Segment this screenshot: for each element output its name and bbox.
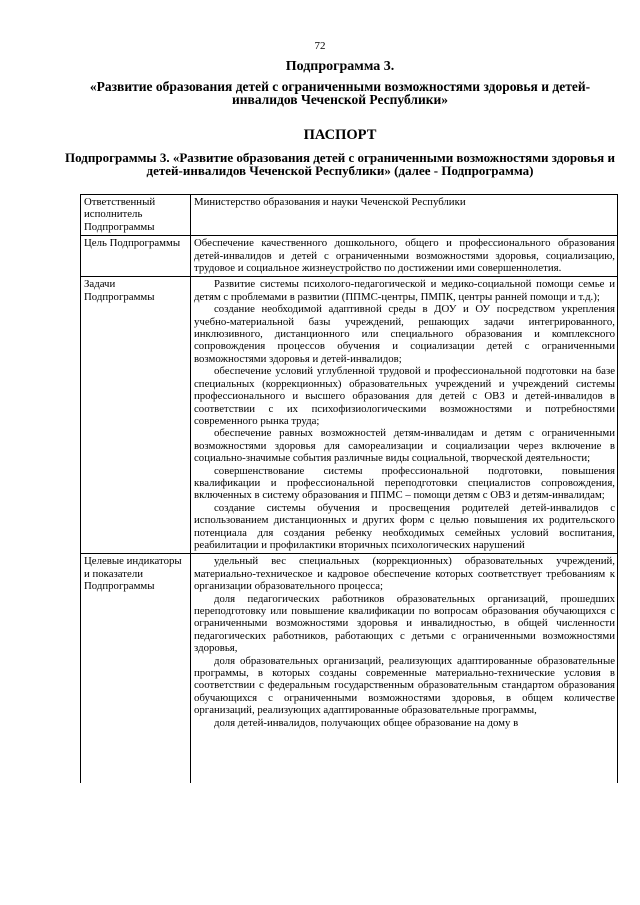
content-paragraph: Министерство образования и науки Чеченской Республики — [194, 196, 466, 208]
row-content-clip — [194, 555, 615, 781]
row-content — [191, 554, 618, 784]
content-paragraph: совершенствование системы профессиональной подготовки, повышения квалификации и профессиональной переподготовки специалистов сопровождения, включенных в систему образования и ППМС – помощи детям с ОВЗ и детям-инвалидам; — [194, 464, 615, 502]
subprogram-name: «Развитие образования детей с ограниченными возможностями здоровья и детей-инвалидов Чеченской Республики» — [89, 79, 591, 107]
table-row — [81, 236, 618, 277]
content-paragraph: доля детей-инвалидов, получающих общее образование на дому в — [214, 716, 519, 729]
row-label: Задачи Подпрограммы — [81, 277, 191, 554]
content-paragraph: создание системы обучения и просвещения родителей детей-инвалидов с использованием дистанционных и других форм с целью повышения их родительского потенциала для создания ребенку необходимых семейных условий воспитания, реабилитации и профилактики вторичных психологических нарушений — [194, 501, 615, 551]
table-row — [81, 277, 618, 554]
row-content — [191, 195, 618, 236]
row-content — [191, 277, 618, 554]
row-label: Целевые индикаторы и показатели Подпрограммы — [81, 554, 191, 784]
subprogram-title: Подпрограмма 3. — [285, 59, 395, 74]
content-paragraph: удельный вес специальных (коррекционных) образовательных учреждений, материально-техническое и кадровое обеспечение которых соответствует требованиям к организации образовательного процесса; — [194, 555, 615, 593]
passport-title: ПАСПОРТ — [303, 127, 377, 143]
passport-subtitle: Подпрограммы 3. «Развитие образования детей с ограниченными возможностями здоровья и детей-инвалидов Чеченской Республики» (далее - Подпрограмма) — [65, 150, 615, 178]
table-row — [81, 554, 618, 784]
row-label: Ответственный исполнитель Подпрограммы — [81, 195, 191, 236]
content-paragraph: доля образовательных организаций, реализующих адаптированные образовательные программы, в которых созданы современные материально-технические условия в соответствии с федеральным государственным образовательным стандартом образования обучающихся с ограниченными возможностями здоровья, в общем количестве организаций, реализующих адаптированные образовательные программы, — [194, 654, 615, 717]
content-paragraph: обеспечение равных возможностей детям-инвалидам и детям с ограниченными возможностями здоровья для самореализации и социализации через включение в социально-значимые события различные виды социальной, творческой деятельности; — [194, 427, 615, 465]
row-label: Цель Подпрограммы — [81, 236, 191, 277]
content-paragraph: Развитие системы психолого-педагогической и медико-социальной помощи семье и детям с проблемами в развитии (ППМС-центры, ПМПК, центры ранней помощи и т.д.); — [194, 278, 615, 303]
row-content — [191, 236, 618, 277]
table-row — [81, 195, 618, 236]
content-paragraph: создание необходимой адаптивной среды в ДОУ и ОУ посредством укрепления учебно-материальной базы учреждений, решающих задачи интегрированного, инклюзивного, дистанционного или специального образования и комплексного сопровождения процессов обучения и социализации детей с ограниченными возможностями здоровья и детей-инвалидов; — [194, 303, 615, 365]
passport-table — [80, 194, 618, 783]
content-paragraph: обеспечение условий углубленной трудовой и профессиональной подготовки на базе специальных (коррекционных) образовательных учреждений и учреждений системы профессионального и высшего образования для детей с ОВЗ и детей-инвалидов в соответствии с их психофизиологическими возможностями и потребностями современного рынка труда; — [194, 365, 615, 427]
content-paragraph: Обеспечение качественного дошкольного, общего и профессионального образования детей-инвалидов и детей с ограниченными возможностями здоровья, социализацию, трудовое и социальное жизнеустройство по достижении ими совершеннолетия. — [194, 237, 615, 275]
content-paragraph: доля педагогических работников образовательных организаций, прошедших переподготовку или повышение квалификации по вопросам образования обучающихся с ограниченными возможностями здоровья и инвалидностью, в общей численности педагогических работников, работающих с детьми с ограниченными возможностями здоровья, — [194, 592, 615, 655]
page-number: 72 — [314, 40, 326, 52]
